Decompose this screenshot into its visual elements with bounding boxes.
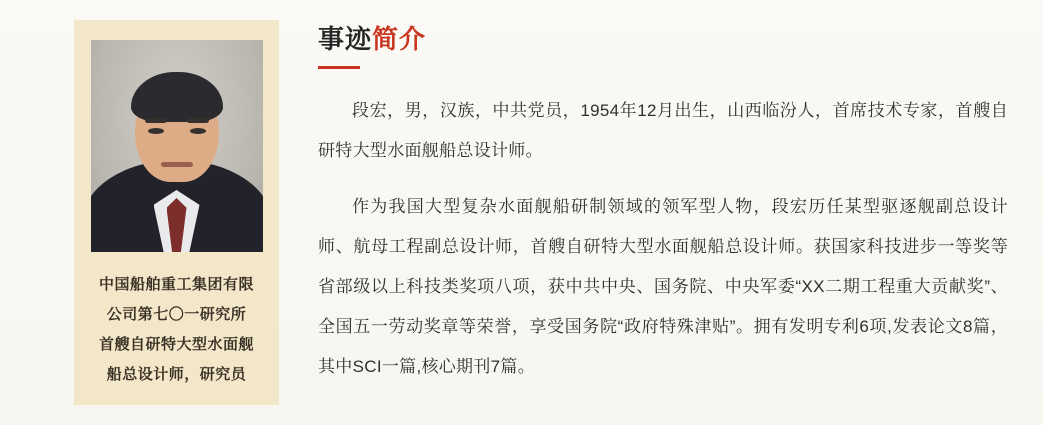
portrait-eyebrow-right xyxy=(187,118,209,123)
paragraph: 作为我国大型复杂水面舰船研制领域的领军型人物，段宏历任某型驱逐舰副总设计师、航母工程副总设计师，首艘自研特大型水面舰船总设计师。获国家科技进步一等奖等省部级以上科技类奖项八项，获中共中央、国务院、中央军委“XX二期工程重大贡献奖”、全国五一劳动奖章等荣誉，享受国务院“政府特殊津贴”。拥有发明专利6项,发表论文8篇，其中SCI一篇,核心期刊7篇。 xyxy=(318,197,1008,376)
profile-caption-line: 首艘自研特大型水面舰 xyxy=(98,336,254,353)
profile-card xyxy=(74,20,279,405)
profile-caption xyxy=(99,270,254,390)
profile-caption-line: 公司第七〇一研究所 xyxy=(106,306,247,323)
portrait-photo xyxy=(91,40,263,252)
portrait-mouth xyxy=(161,162,193,167)
portrait-eyebrow-left xyxy=(145,118,167,123)
profile-caption-line: 中国船舶重工集团有限 xyxy=(98,276,254,293)
paragraph: 段宏，男，汉族，中共党员，1954年12月出生，山西临汾人，首席技术专家，首艘自研特大型水面舰船总设计师。 xyxy=(318,101,1008,160)
portrait-frame xyxy=(91,40,263,252)
profile-caption-line: 船总设计师，研究员 xyxy=(106,366,247,383)
article-content xyxy=(318,22,1008,387)
portrait-eye-left xyxy=(148,128,164,134)
portrait-eye-right xyxy=(190,128,206,134)
section-title-underline xyxy=(318,66,360,69)
section-title xyxy=(318,22,1008,64)
section-title-part-2: 简介 xyxy=(372,24,427,54)
section-title-part-1: 事迹 xyxy=(318,24,373,54)
